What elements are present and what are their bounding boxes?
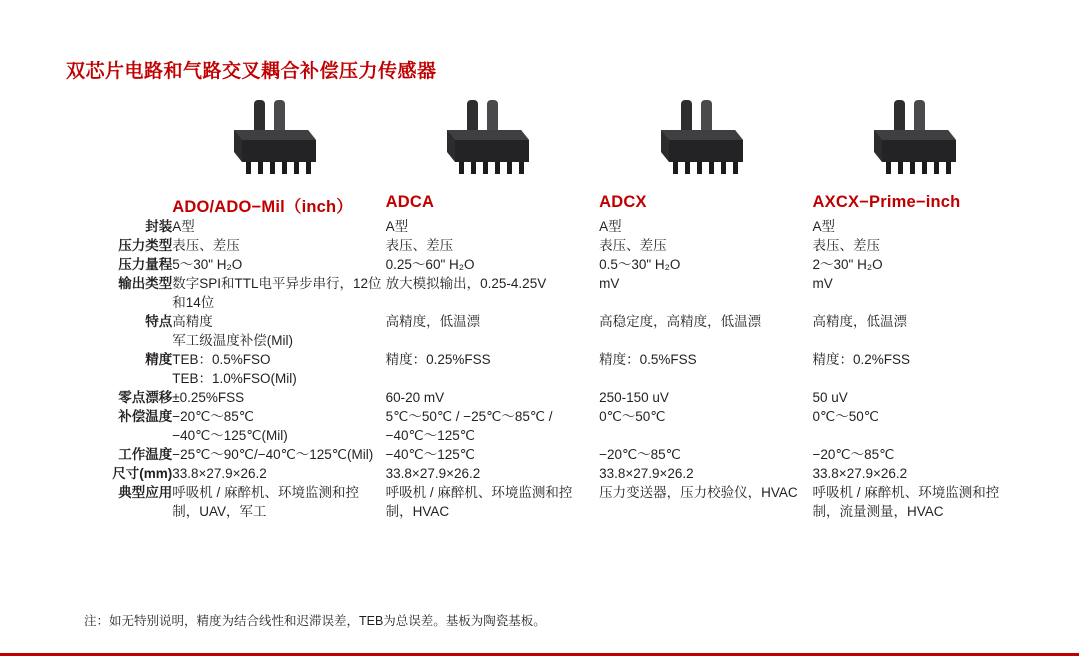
product-name: ADCX <box>599 193 647 211</box>
row-value: 放大模拟输出，0.25-4.25V <box>385 276 547 291</box>
product-image-cell <box>813 96 1026 193</box>
pressure-sensor-icon <box>856 96 976 188</box>
row-value: 0℃～50℃ <box>599 409 666 424</box>
footnote: 注：如无特别说明，精度为结合线性和迟滞误差，TEB为总误差。基板为陶瓷基板。 <box>84 614 546 628</box>
row-value: 5℃～50℃ / −25℃～85℃ / −40℃～125℃ <box>385 409 553 443</box>
spec-table-wrapper <box>66 96 1026 521</box>
spec-row-operating-temp <box>66 445 1026 464</box>
product-name: ADCA <box>385 193 435 211</box>
product-image-cell <box>172 96 385 193</box>
name-row-spacer <box>66 193 172 217</box>
row-label: 典型应用 <box>118 485 173 500</box>
row-value: 高精度，低温漂 <box>385 314 481 329</box>
product-image-cell <box>599 96 812 193</box>
spec-row-zero-drift <box>66 388 1026 407</box>
row-label: 压力量程 <box>118 257 173 272</box>
row-value: 33.8×27.9×26.2 <box>812 466 908 481</box>
row-label: 压力类型 <box>118 238 173 253</box>
row-value: 33.8×27.9×26.2 <box>172 466 267 481</box>
row-label: 特点 <box>145 314 173 329</box>
row-value: 数字SPI和TTL电平异步串行，12位和14位 <box>172 276 382 310</box>
row-label: 尺寸(mm) <box>112 466 173 481</box>
spec-table-body <box>66 96 1026 521</box>
product-name: ADO/ADO−Mil（inch） <box>172 198 354 216</box>
spec-row-accuracy <box>66 350 1026 388</box>
row-value: 表压、差压 <box>385 238 454 253</box>
spec-row-pressure-range <box>66 255 1026 274</box>
row-value: 压力变送器，压力校验仪，HVAC <box>599 485 798 500</box>
row-value: mV <box>812 276 833 291</box>
product-name-row <box>66 193 1026 217</box>
row-value: 高精度 军工级温度补偿(Mil) <box>172 314 293 348</box>
row-value: 高稳定度，高精度，低温漂 <box>599 314 762 329</box>
row-value: A型 <box>385 219 409 234</box>
row-label: 工作温度 <box>118 447 173 462</box>
row-value: 33.8×27.9×26.2 <box>385 466 481 481</box>
row-value: 呼吸机 / 麻醉机、环境监测和控制，HVAC <box>385 485 573 519</box>
spec-row-dimensions <box>66 464 1026 483</box>
product-name: AXCX−Prime−inch <box>812 193 961 211</box>
spec-row-output-type <box>66 274 1026 312</box>
spec-row-packaging <box>66 217 1026 236</box>
row-value: A型 <box>172 219 195 234</box>
pressure-sensor-icon <box>216 96 336 188</box>
pressure-sensor-icon <box>643 96 763 188</box>
pressure-sensor-icon <box>429 96 549 188</box>
row-value: 表压、差压 <box>172 238 240 253</box>
row-value: 2～30" H₂O <box>812 257 883 272</box>
page-title: 双芯片电路和气路交叉耦合补偿压力传感器 <box>66 61 437 82</box>
row-value: 0.25～60" H₂O <box>385 257 475 272</box>
row-value: −20℃～85℃ <box>599 447 681 462</box>
row-label: 零点漂移 <box>118 390 173 405</box>
row-value: 高精度，低温漂 <box>812 314 908 329</box>
row-value: A型 <box>599 219 622 234</box>
row-value: 精度：0.5%FSS <box>599 352 697 367</box>
row-value: 呼吸机 / 麻醉机、环境监测和控制，UAV，军工 <box>172 485 359 519</box>
row-value: 0℃～50℃ <box>812 409 879 424</box>
row-value: 60-20 mV <box>385 390 445 405</box>
row-label: 精度 <box>145 352 173 367</box>
row-value: 呼吸机 / 麻醉机、环境监测和控制，流量测量，HVAC <box>812 485 1000 519</box>
spec-row-applications <box>66 483 1026 521</box>
row-label: 封装 <box>145 219 173 234</box>
spec-table <box>66 96 1026 521</box>
spec-row-pressure-type <box>66 236 1026 255</box>
row-value: 表压、差压 <box>812 238 881 253</box>
row-value: 250-150 uV <box>599 390 669 405</box>
row-value: 0.5～30" H₂O <box>599 257 681 272</box>
row-value: mV <box>599 276 620 291</box>
bottom-rule <box>0 653 1079 656</box>
row-value: −20℃～85℃ −40℃～125℃(Mil) <box>172 409 288 443</box>
product-image-row <box>66 96 1026 193</box>
row-value: ±0.25%FSS <box>172 390 245 405</box>
spec-row-features <box>66 312 1026 350</box>
row-value: 精度：0.2%FSS <box>812 352 911 367</box>
product-image-cell <box>386 96 599 193</box>
row-value: 33.8×27.9×26.2 <box>599 466 694 481</box>
row-value: 5～30" H₂O <box>172 257 243 272</box>
row-value: TEB：0.5%FSO TEB：1.0%FSO(Mil) <box>172 352 297 386</box>
row-value: −20℃～85℃ <box>812 447 895 462</box>
row-value: 50 uV <box>812 390 848 405</box>
row-label: 补偿温度 <box>118 409 173 424</box>
row-label: 输出类型 <box>118 276 173 291</box>
row-value: A型 <box>812 219 836 234</box>
row-value: 精度：0.25%FSS <box>385 352 491 367</box>
spec-row-compensated-temp <box>66 407 1026 445</box>
row-value: −25℃～90℃/−40℃～125℃(Mil) <box>172 447 374 462</box>
row-value: −40℃～125℃ <box>385 447 475 462</box>
row-value: 表压、差压 <box>599 238 667 253</box>
image-row-spacer <box>66 96 172 193</box>
